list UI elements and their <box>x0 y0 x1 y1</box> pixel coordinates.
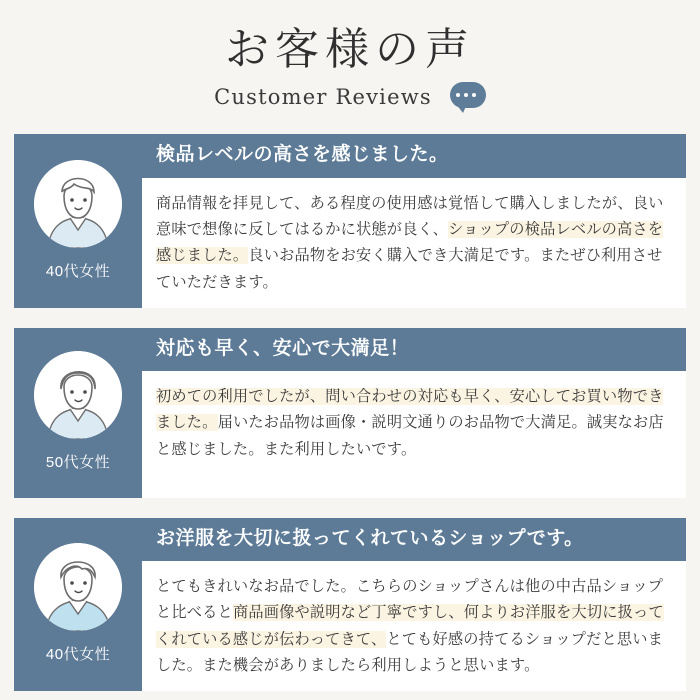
avatar-column <box>14 518 142 691</box>
page-subtitle: Customer Reviews <box>214 85 432 110</box>
review-card <box>14 328 686 498</box>
speech-bubble-icon <box>442 82 486 112</box>
reviewer-age-label: 40代女性 <box>45 262 111 280</box>
review-text-highlight: 商品画像や説明など丁寧ですし、何よりお洋服を大切に扱ってくれている感じが伝わってきて、 <box>156 604 664 648</box>
avatar <box>34 543 122 631</box>
page-header <box>14 0 686 112</box>
review-text-segment: とてもきれいなお品でした。こちらのショップさんは他の中古品ショップと比べると <box>156 578 664 622</box>
review-text-highlight: ショップの検品レベルの高さを感じました。 <box>156 221 664 265</box>
avatar <box>34 351 122 439</box>
review-title: 対応も早く、安心で大満足！ <box>142 328 686 372</box>
review-title: お洋服を大切に扱ってくれているショップです。 <box>142 518 686 562</box>
reviewer-age-label: 50代女性 <box>45 454 111 472</box>
avatar-column <box>14 328 142 498</box>
reviews-list <box>14 134 686 691</box>
review-title: 検品レベルの高さを感じました。 <box>142 134 686 178</box>
review-content <box>142 328 686 498</box>
subtitle-row <box>14 82 686 112</box>
review-content <box>142 518 686 691</box>
review-card <box>14 134 686 307</box>
review-text-segment: 商品情報を拝見して、ある程度の使用感は覚悟して購入しましたが、良い意味で想像に反してはるかに状態が良く、 <box>156 195 664 239</box>
review-text-segment: とても好感の持てるショップだと思いました。また機会がありましたら利用しようと思います。 <box>156 630 664 674</box>
page-title: お客様の声 <box>225 24 475 75</box>
review-text-highlight: 初めての利用でしたが、問い合わせの対応も早く、安心してお買い物できました。 <box>156 388 664 432</box>
review-body <box>142 178 686 308</box>
avatar-column <box>14 134 142 307</box>
review-card <box>14 518 686 691</box>
review-content <box>142 134 686 307</box>
review-text-segment: 届いたお品物は画像・説明文通りのお品物で大満足。誠実なお店と感じました。また利用したいです。 <box>156 414 664 458</box>
reviewer-age-label: 40代女性 <box>45 645 111 663</box>
review-text-segment: 良いお品物をお安く購入でき大満足です。またぜひ利用させていただきます。 <box>156 247 663 291</box>
review-body <box>142 371 686 474</box>
review-body <box>142 561 686 691</box>
avatar <box>34 160 122 248</box>
